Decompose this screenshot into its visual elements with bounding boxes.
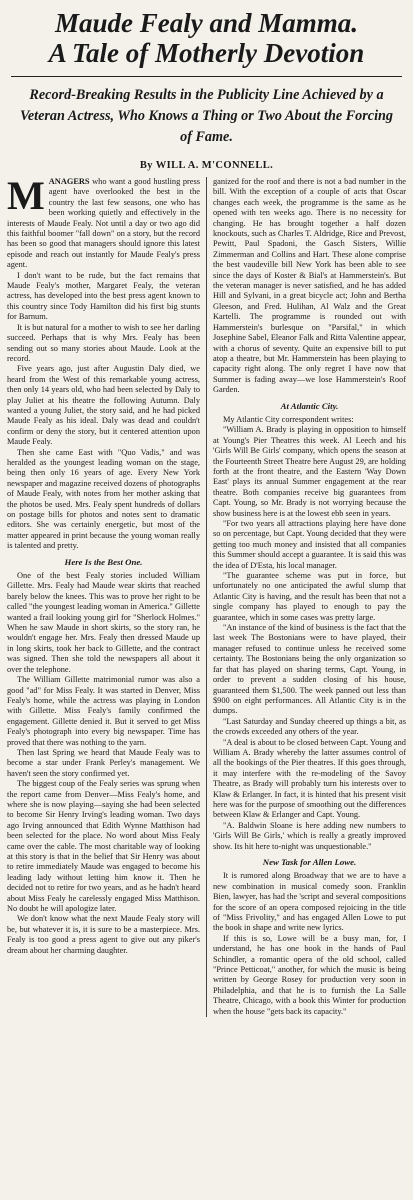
article-paragraph: "For two years all attractions playing here have done so on percentage, but Capt. Young decided that they were getting too much money and insisted that all companies this Summer should accept a guarantee. It is said this was the idea of D'Esta, his local manager. bbox=[212, 519, 406, 570]
article-columns bbox=[7, 173, 406, 1017]
article-paragraph: One of the best Fealy stories included William Gillette. Mrs. Fealy had Maude wear skirts that reached barely below the knees. This was to prove her right to be called "the youngest leading woman in America." Gillette wanted a frail looking young girl for "Sherlock Holmes." When he saw Maude in short skirts, so the story ran, he wouldn't engage her. Mrs. Fealy then dressed Maude up in long skirts, took her back to Gillette, and the contract was signed. Then she told the newspapers all about it over the telephone. bbox=[7, 571, 200, 674]
deck: Record-Breaking Results in the Publicity Line Achieved by a Veteran Actress, Who Knows a Thing or Two About the Forcing of Fame. bbox=[19, 87, 394, 145]
article-paragraph: If this is so, Lowe will be a busy man, for, I understand, he has one book in the hands of Paul Schindler, a romantic opera of the old school, called "Prince Petticoat," another, for which the music is being written by George Rosey for production very soon in Philadelphia, and that he is to furnish the La Salle Theatre, Chicago, with a book this Winter for production when the house "gets back its capacity." bbox=[212, 933, 406, 1016]
article-paragraph: Five years ago, just after Augustin Daly died, we heard from the West of this remarkable young actress, then only 14 years old, who had been selected by Daly to play Juliet at his theatre the following Autumn. Daly wanted a young Juliet, the story said, and he had picked Maude Fealy as his ideal. Daly was dead and couldn't confirm or deny the story, but it centered attention upon Maude Fealy. bbox=[7, 364, 200, 447]
byline: By WILL A. M'CONNELL. bbox=[139, 160, 274, 171]
column-divider bbox=[206, 177, 207, 1017]
headline-rule bbox=[11, 76, 402, 77]
article-paragraph: "A deal is about to be closed between Capt. Young and William A. Brady whereby the latter assumes control of all the bookings of the Pier theatres. If this goes through, it may interfere with the re-modeling of the Savoy Theatre, as Brady will probably turn his interests over to Klaw & Erlanger. In fact, it is hinted that his present visit here was for the purpose of smoothing out the differences between Klaw & Erlanger and Capt. Young. bbox=[212, 737, 406, 820]
left-column bbox=[7, 173, 200, 1017]
subheading: New Task for Allen Lowe. bbox=[262, 857, 357, 867]
article-paragraph: The biggest coup of the Fealy series was sprung when the report came from Denver—Miss Fealy's home, and where she is now playing—saying she had been selected to become Sir Henry Irving's leading woman. Two days ago Irving announced that Edith Wynne Matthison had been selected for the place. No word about Miss Fealy came over the cable. The most charitable way of looking at this story is that in the belief that Sir Henry was about to retire immediately Maude was engaged to become his leading lady without letting him know it. Then he decided not to retire for two years, and as he hadn't heard about Miss Fealy he carelessly engaged Miss Matthison. No doubt he will apologize later. bbox=[7, 779, 200, 914]
headline-line1: Maude Fealy and Mamma. bbox=[54, 8, 358, 38]
drop-cap: M bbox=[7, 173, 45, 218]
article-paragraph bbox=[7, 173, 200, 271]
article-paragraph: The William Gillette matrimonial rumor was also a good "ad" for Miss Fealy. It was started in Denver, Miss Fealy's home, while the actress was playing in London with Gillette. Miss Fealy's family confirmed the engagement. Gillette denied it. But it served to get Miss Fealy's photograph into every big newspaper. Time has proved that there was nothing to the yarn. bbox=[7, 675, 200, 747]
article-paragraph: Then she came East with "Quo Vadis," and was heralded as the youngest leading woman on the stage, being then only 16 years of age. Every New York newspaper and magazine received dozens of photographs of Maude Fealy, with notes from her mother asking that the photos be used. Mrs. Fealy spent hundreds of dollars on postage bills for photos and notes sent to dramatic editors. She was certainly energetic, but most of the matter appeared in print because the young woman really is talented and pretty. bbox=[7, 447, 200, 551]
article-paragraph: It is rumored along Broadway that we are to have a new combination in musical comedy soon. Franklin Bien, lawyer, has had the 'script and several compositions for the score of an opera composed rejoicing in the title of "Miss Frivolity," and has engaged Allen Lowe to put the book in shape and write new lyrics. bbox=[212, 871, 406, 933]
article-paragraph: "A. Baldwin Sloane is here adding new numbers to 'Girls Will Be Girls,' which is really a greatly improved show. Its hit here to-night was unquestionable." bbox=[212, 820, 406, 851]
right-column bbox=[213, 177, 406, 1017]
subheading: At Atlantic City. bbox=[280, 400, 339, 411]
paragraph-text: who want a good hustling press agent have overlooked the best in the country the last few seasons, one who has been working quietly and effectively in the interests of Maude Fealy. Not until a day or two ago did this faithful boomer "fall down" on a story, but the record has been so good that managers should ignore this latest episode and reach out instantly for Maude Fealy's press agent. bbox=[7, 177, 200, 270]
article-paragraph: "The guarantee scheme was put in force, but unfortunately no one anticipated the awful slump that Atlantic City is having, and the result has been that not a single company has played to enough to pay the guarantee, which in some cases was pretty large. bbox=[212, 571, 406, 622]
article-paragraph: "Last Saturday and Sunday cheered up things a bit, as the crowds exceeded any others of the year. bbox=[212, 716, 406, 737]
article-paragraph: It is but natural for a mother to wish to see her darling succeed. Perhaps that is why Mrs. Fealy has been sending out so many stories about Maude. Look at the record. bbox=[7, 322, 200, 363]
article-paragraph: Then last Spring we heard that Maude Fealy was to become a star under Frank Perley's management. We haven't seen the story confirmed yet. bbox=[7, 747, 200, 778]
article-paragraph: I don't want to be rude, but the fact remains that Maude Fealy's mother, Margaret Fealy, the veteran actress, has developed into the best press agent known to this country since Tody Hamilton did his first big stunts for Barnum. bbox=[7, 270, 200, 322]
article-paragraph: We don't know what the next Maude Fealy story will be, but whatever it is, it is sure to be a masterpiece. Mrs. Fealy is too good a press agent to give out any piker's dream about her charming daughter. bbox=[7, 914, 200, 955]
lead-caps: ANAGERS bbox=[48, 177, 90, 186]
headline-line2: A Tale of Motherly Devotion bbox=[48, 38, 365, 68]
article-paragraph: "William A. Brady is playing in opposition to himself at Young's Pier Theatres this week. Al Leech and his 'Girls Will Be Girls' company, which opens the season at the Fourteenth Street Theatre here August 29, are holding forth at the front theatre, and the Eastern 'Way Down East' plays its annual Summer engagement at the rear theatre. Both companies receive big guarantees from Capt. Young, so Mr. Brady is not worrying because the show business here is at the lowest ebb seen in years. bbox=[212, 425, 406, 518]
article-paragraph: ganized for the roof and there is not a bad number in the bill. With the exception of a couple of acts that Oscar changes each week, the programme is the same as he opened with ten weeks ago. There is no necessity for changing. He has brought together a half dozen knockouts, such as Charles T. Aldridge, Rice and Prevost, Pewitt, Paul Spadoni, the Gasch Sisters, Willie Zimmerman and Collins and Hart. These alone comprise the best vaudeville bill New York has been able to see since the days of Koster & Bial's at Hammerstein's. But the veteran manager is never satisfied, and he has added Hill and Sylvani, in a great bicycle act; John and Bertha Gleeson, and Fred. Hulihan, Al Walz and the Great Kartelli. The programme is rounded out with Hammerstein's burlesque on "Parsifal," in which Josephine Sabel, Eleanor Falk and Ritta Valentine appear, with a chorus of seventy. Quite an expensive bill to put atop a theatre, but Mr. Hammerstein has been playing to capacity right along. The only regret I have now that Summer is fading away—we lose Hammerstein's Roof Garden. bbox=[212, 177, 406, 395]
subheading: Here Is the Best One. bbox=[64, 556, 143, 567]
article-paragraph: "An instance of the kind of business is the fact that the last week The Bostonians were to have played, their manager refused to continue unless he received some certainty. The Bostonians being the only organization so far that has played on sharing terms, Capt. Young, in order to prevent a sudden closing of his house, guaranteed them $1,500. The week panned out less than $900 on eight performances. All Atlantic City is in the dumps. bbox=[212, 623, 406, 716]
article-paragraph: My Atlantic City correspondent writes: bbox=[222, 414, 354, 424]
